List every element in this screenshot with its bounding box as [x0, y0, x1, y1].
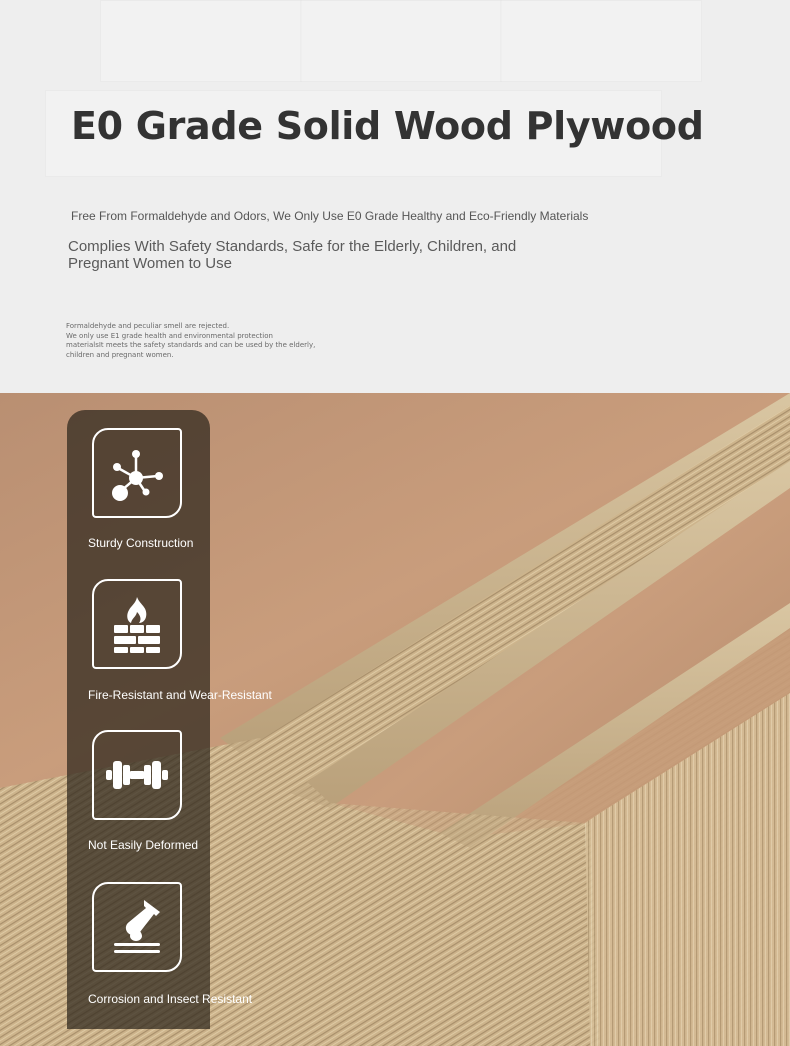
- feature-icon-box: [92, 730, 182, 820]
- background-cabinet-shape: [300, 0, 502, 82]
- feature-item: [67, 730, 297, 860]
- fine-print: [66, 322, 356, 360]
- feature-label: Sturdy Construction: [88, 536, 194, 550]
- feature-icon-box: [92, 579, 182, 669]
- subtitle: Free From Formaldehyde and Odors, We Only Use E0 Grade Healthy and Eco-Friendly Materials: [71, 209, 589, 223]
- feature-label: Not Easily Deformed: [88, 838, 199, 852]
- fine-print-line: Formaldehyde and peculiar smell are rejected.: [66, 322, 230, 330]
- fine-print-line: materialsIt meets the safety standards and can be used by the elderly,: [66, 341, 316, 349]
- background-cabinet-shape: [100, 0, 302, 82]
- feature-item: [67, 428, 297, 558]
- tagline: Complies With Safety Standards, Safe for the Elderly, Children, and Pregnant Women to Use: [68, 238, 517, 272]
- fire-wall-icon: [106, 593, 168, 655]
- dumbbell-icon: [104, 744, 170, 806]
- chemical-drop-icon: [106, 896, 168, 958]
- feature-item: [67, 882, 297, 1012]
- feature-label: Corrosion and Insect Resistant: [88, 992, 253, 1006]
- feature-icon-box: [92, 428, 182, 518]
- page-title: E0 Grade Solid Wood Plywood: [71, 104, 704, 148]
- fine-print-line: We only use E1 grade health and environmental protection: [66, 331, 273, 340]
- feature-item: [67, 579, 297, 709]
- fine-print-line: children and pregnant women.: [66, 350, 174, 359]
- feature-label: Fire-Resistant and Wear-Resistant: [88, 688, 272, 702]
- feature-icon-box: [92, 882, 182, 972]
- molecule-icon: [106, 442, 168, 504]
- hero-section: [0, 0, 790, 393]
- background-cabinet-shape: [500, 0, 702, 82]
